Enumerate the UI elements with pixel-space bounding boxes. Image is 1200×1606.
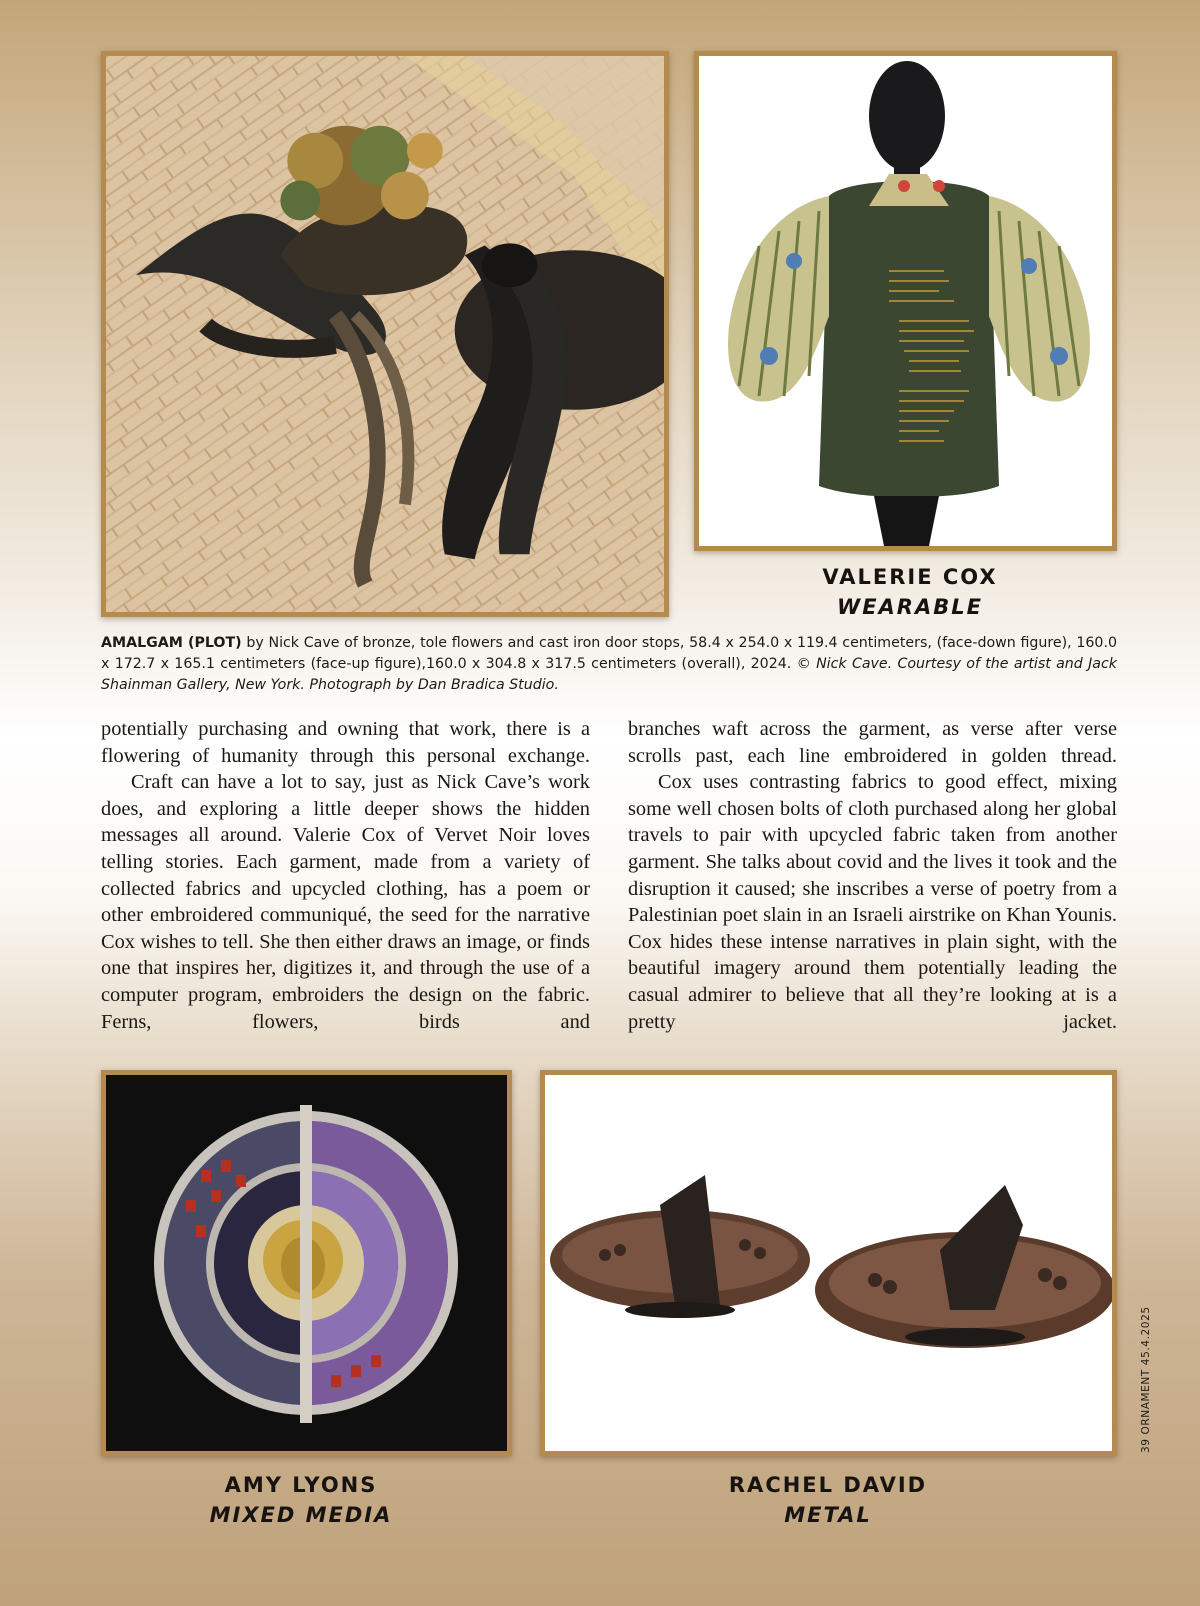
artist-name: VALERIE COX — [822, 565, 998, 589]
artist-category: METAL — [784, 1503, 872, 1527]
artist-name: RACHEL DAVID — [728, 1473, 928, 1497]
nick-cave-sculpture-photo — [101, 51, 669, 617]
paragraph: potentially purchasing and owning that work, there is a flowering of humanity through this personal exchange. — [101, 718, 590, 767]
amy-lyons-artwork-photo — [101, 1070, 512, 1456]
paragraph: Cox uses contrasting fabrics to good effect, mixing some well chosen bolts of cloth purchased along her global travels to pair with upcycled fabric taken from another garment. She talks about covid and the lives it took and the disruption it caused; she inscribes a verse of poetry from a Palestinian poet slain in an Israeli airstrike on Khan Younis. Cox hides these intense narratives in plain sight, with the beautiful imagery around them potentially leading the casual admirer to believe that all they’re looking at is a pretty jacket. — [628, 771, 1117, 1033]
paragraph: branches waft across the garment, as verse after verse scrolls past, each line embroidered in golden thread. — [628, 718, 1117, 767]
caption-title: AMALGAM (PLOT) — [101, 635, 242, 651]
artist-category: WEARABLE — [837, 595, 983, 619]
article-column-left — [101, 716, 590, 1035]
rachel-david-label — [658, 1470, 998, 1530]
valerie-cox-jacket-photo — [694, 51, 1117, 551]
photo-caption — [101, 633, 1117, 696]
page-folio: 39 ORNAMENT 45.4.2025 — [1140, 1306, 1152, 1453]
article-column-right — [628, 716, 1117, 1035]
valerie-cox-label — [740, 562, 1080, 622]
artist-category: MIXED MEDIA — [209, 1503, 393, 1527]
rachel-david-artwork-photo — [540, 1070, 1117, 1456]
caption-body: by Nick Cave of bronze, tole flowers and cast iron door stops, 58.4 x 254.0 x 119.4 centimeters, (face-down figure), 160.0 x 172.7 x 165.1 centimeters (face-up figure),160.0 x 304.8 x 317.5 centimeters (overall), 2024. — [101, 635, 1117, 672]
paragraph: Craft can have a lot to say, just as Nick Cave’s work does, and exploring a little deeper shows the hidden messages all around. Valerie Cox of Vervet Noir loves telling stories. Each garment, made from a variety of collected fabrics and upcycled clothing, has a poem or other embroidered communiqué, the seed for the narrative Cox wishes to tell. She then either draws an image, or finds one that inspires her, digitizes it, and through the use of a computer program, embroiders the design on the fabric. Ferns, flowers, birds and — [101, 771, 590, 1033]
artist-name: AMY LYONS — [224, 1473, 378, 1497]
caption-credit: © Nick Cave. Courtesy of the artist and Jack Shainman Gallery, New York. Photograph by Dan Bradica Studio. — [101, 656, 1118, 693]
amy-lyons-label — [131, 1470, 471, 1530]
